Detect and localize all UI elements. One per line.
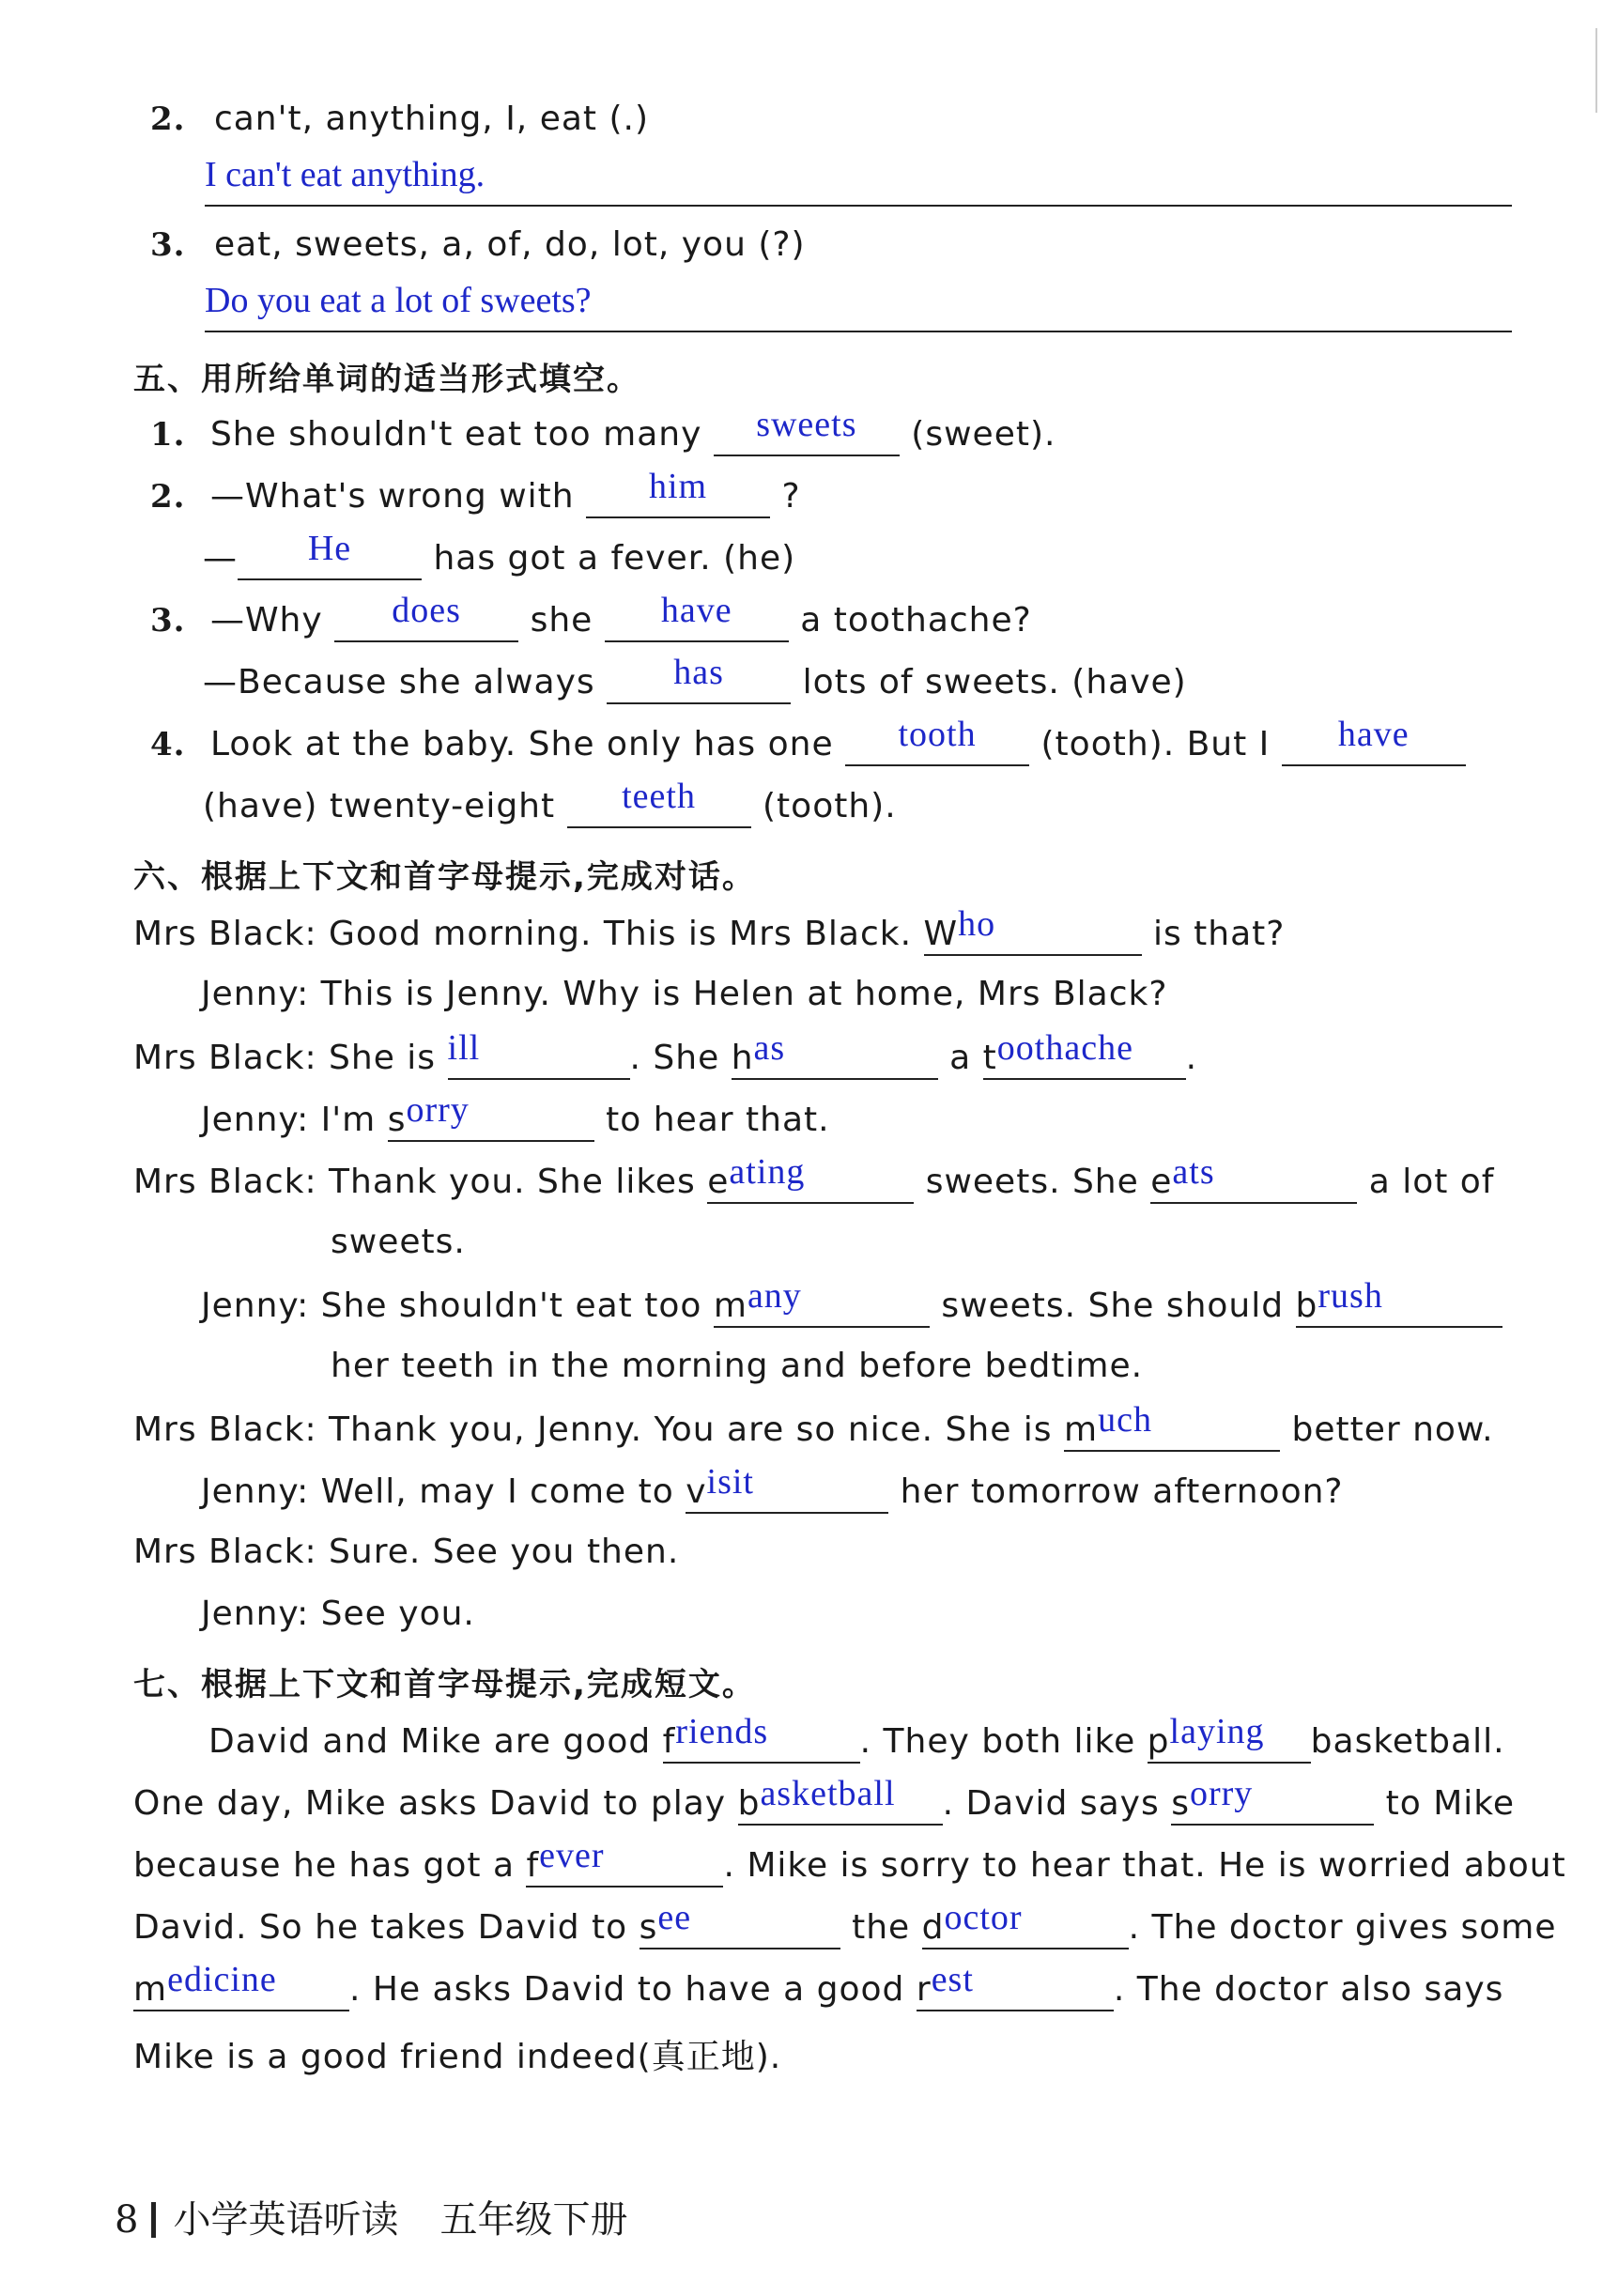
- answer: oothache: [996, 1028, 1133, 1068]
- sec5-q1: [150, 405, 1056, 456]
- blank: [586, 467, 770, 518]
- blank: [1064, 1400, 1280, 1452]
- blank: [526, 1836, 723, 1888]
- text: David. So he takes David to: [133, 1908, 628, 1947]
- blank: [334, 591, 518, 642]
- text: Thank you. She likes: [329, 1163, 696, 1201]
- section-heading: 六、根据上下文和首字母提示,完成对话。: [133, 858, 756, 896]
- answer: him: [649, 467, 708, 506]
- dialog-line-5-cont: sweets.: [331, 1223, 466, 1261]
- dialog-line-2: [201, 975, 1167, 1013]
- hint-letter: m: [133, 1970, 168, 2009]
- footer-divider: [151, 2202, 156, 2238]
- speaker: Mrs Black:: [133, 915, 317, 953]
- text: lots of sweets. (have): [802, 663, 1187, 701]
- hint-letter: m: [1064, 1410, 1099, 1449]
- sec5-q4a: [150, 715, 1466, 766]
- text: (have) twenty-eight: [203, 787, 556, 825]
- blank: [713, 1276, 930, 1328]
- text: . The doctor also says: [1113, 1970, 1504, 2009]
- text: —Because she always: [203, 663, 595, 701]
- passage-line-5: [133, 1960, 1504, 2011]
- blank: [731, 1028, 938, 1080]
- dialog-line-9: [133, 1533, 679, 1571]
- hint-letter: e: [707, 1163, 730, 1201]
- answer: orry: [406, 1090, 470, 1130]
- dialog-line-3: [133, 1028, 1198, 1080]
- passage-line-3: [133, 1836, 1566, 1888]
- sec5-q4b: [203, 777, 897, 828]
- sec5-q3a: [150, 591, 1032, 642]
- text: to Mike: [1385, 1784, 1515, 1823]
- hint-letter: v: [686, 1472, 707, 1511]
- answer: edicine: [167, 1960, 277, 1999]
- hint-letter: s: [639, 1908, 658, 1947]
- sec5-q2a: [150, 467, 801, 518]
- section-heading: 七、根据上下文和首字母提示,完成短文。: [133, 1666, 756, 1703]
- text: See you.: [320, 1595, 475, 1633]
- speaker: Jenny:: [201, 1101, 310, 1139]
- blank: [607, 653, 791, 704]
- answer: est: [931, 1960, 974, 1999]
- text: is that?: [1152, 915, 1286, 953]
- text: has got a fever. (he): [433, 539, 796, 578]
- passage-line-2: [133, 1774, 1515, 1826]
- speaker: Mrs Black:: [133, 1533, 317, 1571]
- passage-line-1: [208, 1712, 1505, 1764]
- text: —What's wrong with: [209, 477, 575, 516]
- answer: have: [660, 591, 732, 630]
- answer: riends: [675, 1712, 769, 1751]
- hint-letter: s: [387, 1101, 407, 1139]
- book-title: 小学英语听读: [173, 2198, 399, 2242]
- answer: laying: [1169, 1712, 1265, 1751]
- page-number: 8: [115, 2198, 139, 2242]
- hint-letter: W: [923, 915, 959, 953]
- text: .: [1185, 1039, 1198, 1077]
- hint-letter: e: [1150, 1163, 1173, 1201]
- dialog-line-1: [133, 904, 1286, 956]
- text: Thank you, Jenny. You are so nice. She is: [329, 1410, 1053, 1449]
- blank: [923, 904, 1142, 956]
- blank: [1282, 715, 1466, 766]
- hint-letter: f: [662, 1722, 676, 1761]
- answer: orry: [1189, 1774, 1254, 1813]
- sec5-q2b: [203, 529, 796, 580]
- text: One day, Mike asks David to play: [133, 1784, 727, 1823]
- hint-letter: b: [1295, 1287, 1318, 1325]
- blank: [845, 715, 1029, 766]
- hint-letter: t: [982, 1039, 997, 1077]
- text: the: [852, 1908, 911, 1947]
- text: to hear that.: [606, 1101, 830, 1139]
- question-number: 4.: [150, 726, 186, 763]
- text: basketball.: [1310, 1722, 1505, 1761]
- text: . David says: [942, 1784, 1160, 1823]
- text: . He asks David to have a good: [349, 1970, 905, 2009]
- scan-edge: [1595, 28, 1597, 113]
- text: . She: [629, 1039, 720, 1077]
- answer: teeth: [622, 777, 696, 816]
- answer: ats: [1172, 1152, 1215, 1192]
- answer: any: [747, 1276, 802, 1316]
- text: . Mike is sorry to hear that. He is worried about: [723, 1846, 1566, 1885]
- speaker: Jenny:: [201, 1595, 310, 1633]
- blank: [133, 1960, 349, 2011]
- hint-letter: h: [731, 1039, 754, 1077]
- text: She is: [329, 1039, 437, 1077]
- blank: [737, 1774, 943, 1826]
- dialog-line-6-cont: her teeth in the morning and before bedtime.: [331, 1347, 1144, 1385]
- text: She shouldn't eat too: [320, 1287, 702, 1325]
- speaker: Jenny:: [201, 1287, 310, 1325]
- hint-letter: r: [916, 1970, 932, 2009]
- answer: have: [1337, 715, 1410, 754]
- blank: [605, 591, 789, 642]
- question-number: 3.: [150, 226, 186, 264]
- text: her tomorrow afternoon?: [900, 1472, 1344, 1511]
- blank: [387, 1090, 594, 1142]
- blank: [921, 1898, 1129, 1949]
- answer: as: [753, 1028, 786, 1068]
- answer-line: [205, 205, 1512, 207]
- text: David and Mike are good: [208, 1722, 652, 1761]
- text: . They both like: [859, 1722, 1136, 1761]
- text: (tooth).: [763, 787, 897, 825]
- answer: sweets: [756, 405, 857, 444]
- answer-text: I can't eat anything.: [205, 155, 485, 194]
- grade-label: 五年级下册: [439, 2198, 628, 2242]
- answer: tooth: [898, 715, 977, 754]
- speaker: Jenny:: [201, 1472, 310, 1511]
- blank: [662, 1712, 860, 1764]
- text: better now.: [1291, 1410, 1494, 1449]
- answer: ating: [729, 1152, 806, 1192]
- text: —: [203, 539, 238, 578]
- blank: [916, 1960, 1114, 2011]
- blank: [567, 777, 751, 828]
- blank: [1295, 1276, 1502, 1328]
- answer: ee: [657, 1898, 692, 1937]
- passage-line-6: Mike is a good friend indeed(真正地).: [133, 2038, 782, 2076]
- blank: [238, 529, 422, 580]
- question-number: 2.: [150, 478, 186, 516]
- text: Sure. See you then.: [329, 1533, 680, 1571]
- hint-letter: m: [713, 1287, 747, 1325]
- text: ?: [781, 477, 801, 516]
- text: because he has got a: [133, 1846, 515, 1885]
- dialog-line-4: [201, 1090, 830, 1142]
- answer: ho: [958, 904, 996, 944]
- text: Well, may I come to: [320, 1472, 674, 1511]
- blank: [707, 1152, 914, 1204]
- text: sweets. She should: [941, 1287, 1285, 1325]
- text: a toothache?: [800, 601, 1032, 639]
- answer: ever: [539, 1836, 605, 1875]
- blank: [1150, 1152, 1357, 1204]
- answer: asketball: [760, 1774, 896, 1813]
- dialog-line-8: [201, 1462, 1344, 1514]
- sec4-q2: [150, 100, 649, 138]
- answer: ill: [447, 1028, 481, 1068]
- question-prompt: eat, sweets, a, of, do, lot, you (?): [213, 225, 806, 264]
- answer-text: Do you eat a lot of sweets?: [205, 281, 592, 320]
- answer-line: [205, 331, 1512, 332]
- answer: rush: [1318, 1276, 1383, 1316]
- blank: [447, 1028, 630, 1080]
- text: This is Jenny. Why is Helen at home, Mrs Black?: [320, 975, 1168, 1013]
- hint-letter: p: [1147, 1722, 1170, 1761]
- hint-letter: b: [737, 1784, 761, 1823]
- page-footer: [115, 2190, 627, 2243]
- speaker: Jenny:: [201, 975, 310, 1013]
- blank: [1171, 1774, 1374, 1826]
- speaker: Mrs Black:: [133, 1163, 317, 1201]
- hint-letter: s: [1171, 1784, 1190, 1823]
- text: she: [530, 601, 593, 639]
- sec4-q3: [150, 225, 806, 264]
- question-prompt: can't, anything, I, eat (.): [213, 100, 649, 138]
- answer: isit: [706, 1462, 754, 1502]
- answer: does: [392, 591, 461, 630]
- dialog-line-6: [201, 1276, 1502, 1328]
- blank: [714, 405, 900, 456]
- text: a: [949, 1039, 972, 1077]
- text: Look at the baby. She only has one: [209, 725, 834, 763]
- text: a lot of: [1368, 1163, 1495, 1201]
- hint-letter: f: [526, 1846, 540, 1885]
- passage-line-4: [133, 1898, 1557, 1949]
- dialog-line-7: [133, 1400, 1494, 1452]
- section-heading: 五、用所给单词的适当形式填空。: [133, 361, 640, 398]
- text: . The doctor gives some: [1128, 1908, 1557, 1947]
- text: Good morning. This is Mrs Black.: [329, 915, 913, 953]
- dialog-line-10: [201, 1595, 475, 1633]
- question-number: 3.: [150, 602, 186, 639]
- answer: octor: [944, 1898, 1023, 1937]
- hint-letter: d: [921, 1908, 945, 1947]
- text: sweets. She: [925, 1163, 1139, 1201]
- speaker: Mrs Black:: [133, 1039, 317, 1077]
- text: I'm: [320, 1101, 377, 1139]
- answer: He: [307, 529, 352, 568]
- blank: [1147, 1712, 1311, 1764]
- sec5-q3b: [203, 653, 1187, 704]
- dialog-line-5: [133, 1152, 1495, 1204]
- blank: [639, 1898, 840, 1949]
- blank: [686, 1462, 888, 1514]
- blank: [982, 1028, 1186, 1080]
- text: (tooth). But I: [1040, 725, 1271, 763]
- question-number: 2.: [150, 100, 186, 138]
- answer: uch: [1098, 1400, 1152, 1440]
- text: —Why: [209, 601, 323, 639]
- speaker: Mrs Black:: [133, 1410, 317, 1449]
- text: (sweet).: [911, 415, 1056, 454]
- text: She shouldn't eat too many: [209, 415, 702, 454]
- answer: has: [673, 653, 724, 692]
- question-number: 1.: [150, 416, 186, 454]
